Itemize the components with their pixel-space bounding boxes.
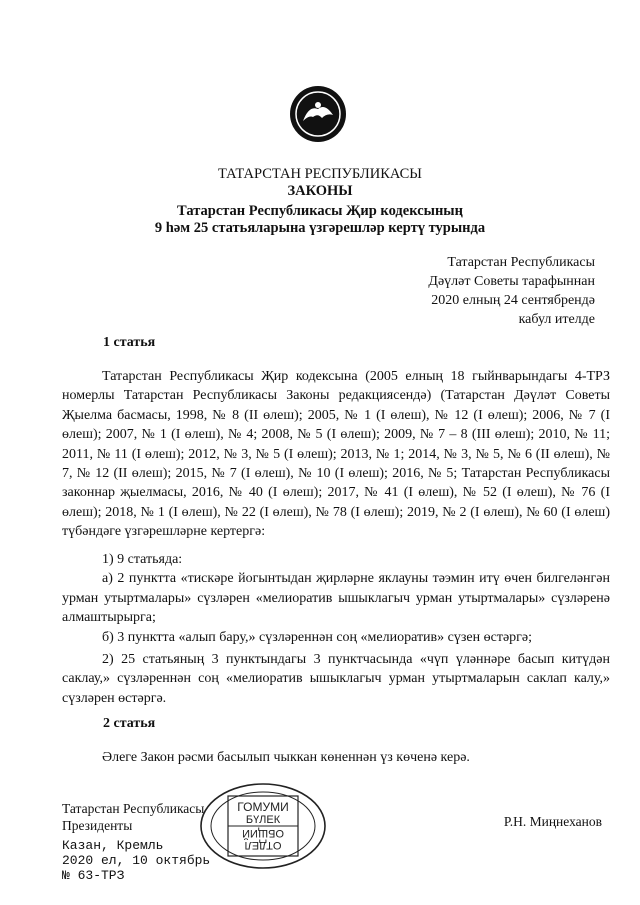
position-line-1: Татарстан Республикасы <box>62 801 205 816</box>
adoption-line: кабул ителде <box>518 312 595 327</box>
emblem-icon <box>289 85 347 143</box>
article-1-items <box>62 550 610 647</box>
signing-details <box>62 838 210 883</box>
item-1-b: б) 3 пунктта «алып бару,» сүзләреннән соң «мелиоратив» сүзен өстәргә; <box>102 629 533 645</box>
stamp-seal <box>198 782 328 870</box>
republic-heading: ТАТАРСТАН РЕСПУБЛИКАСЫ <box>218 166 422 182</box>
item-1-heading: 1) 9 статьяда: <box>102 552 183 567</box>
position-line-2: Президенты <box>62 818 133 833</box>
stamp-line-3: ОТДЕЛ <box>244 839 282 851</box>
signatory-name: Р.Н. Миңнеханов <box>503 814 602 829</box>
title-line-2: 9 һәм 25 статьяларына үзгәрешләр кертү турында <box>154 220 486 236</box>
item-1-a: а) 2 пунктта «тискәре йогынтыдан җирләрне яклауны тәэмин итү өчен билгеләнгән урман утыртмалары» сүзләрен «мелиоратив ышыклагыч урман утыртмалары» сүзләренә алмаштырырга; <box>62 571 610 626</box>
stamp-line-1: ГОМУМИ <box>237 800 289 814</box>
doc-type: ЗАКОНЫ <box>287 183 353 199</box>
stamp-line-4: ОБЩИЙ <box>242 827 284 839</box>
signing-date: 2020 ел, 10 октябрь <box>62 853 211 868</box>
article-2-heading: 2 статья <box>103 716 156 731</box>
adoption-line: Дәүләт Советы тарафыннан <box>428 274 595 289</box>
signatory-position <box>62 800 204 834</box>
article-1-heading: 1 статья <box>103 335 156 350</box>
title-line-1: Татарстан Республикасы Җир кодексының <box>177 203 463 219</box>
stamp-line-2: БҮЛЕК <box>245 814 281 826</box>
article-2-text: Әлеге Закон рәсми басылып чыккан көненнән үз көченә керә. <box>102 750 470 765</box>
article-2-body <box>62 748 610 767</box>
adoption-line: Татарстан Республикасы <box>447 255 595 270</box>
article-1-intro <box>62 367 610 542</box>
adoption-line: 2020 елның 24 сентябрендә <box>431 293 595 308</box>
article-1-item-2 <box>62 650 610 708</box>
item-2: 2) 25 статьяның 3 пунктындагы 3 пунктчасында «чүп үләннәре басып китүдән саклау,» сүзләреннән соң «мелиоратив ышыклагыч урман утыртмаларын саклап калу,» сүзләрен өстәргә. <box>62 652 610 706</box>
article-1-intro-text: Татарстан Республикасы Җир кодексына (2005 елның 18 гыйнварындагы 4-ТРЗ номерлы Татарстан Республикасы Законы редакциясендә) (Татарстан Дәүләт Советы Җыелма басмасы, 1998, № 8 (II өлеш); 2005, № 1 (I өлеш), № 12 (I өлеш); 2006, № 7 (I өлеш); 2007, № 1 (I өлеш), № 4; 2008, № 5 (I өлеш); 2009, № 7 – 8 (III өлеш); 2010, № 11; 2011, № 11 (I өлеш); 2012, № 3, № 5 (I өлеш); 2013, № 1; 2014, № 3, № 5, № 6 (II өлеш), № 7, № 12 (II өлеш); 2015, № 7 (I өлеш), № 10 (I өлеш); 2016, № 5; Татарстан Республикасы законнар җыелмасы, 2016, № 40 (I өлеш); 2017, № 41 (I өлеш), № 52 (I өлеш), № 76 (I өлеш); 2018, № 1 (I өлеш), № 22 (I өлеш), № 78 (I өлеш); 2019, № 2 (I өлеш), № 60 (I өлеш) түбәндәге үзгәрешләрне кертергә: <box>62 369 610 540</box>
signing-place: Казан, Кремль <box>62 838 164 853</box>
law-number: № 63-ТРЗ <box>62 868 125 883</box>
adoption-block <box>428 253 595 329</box>
